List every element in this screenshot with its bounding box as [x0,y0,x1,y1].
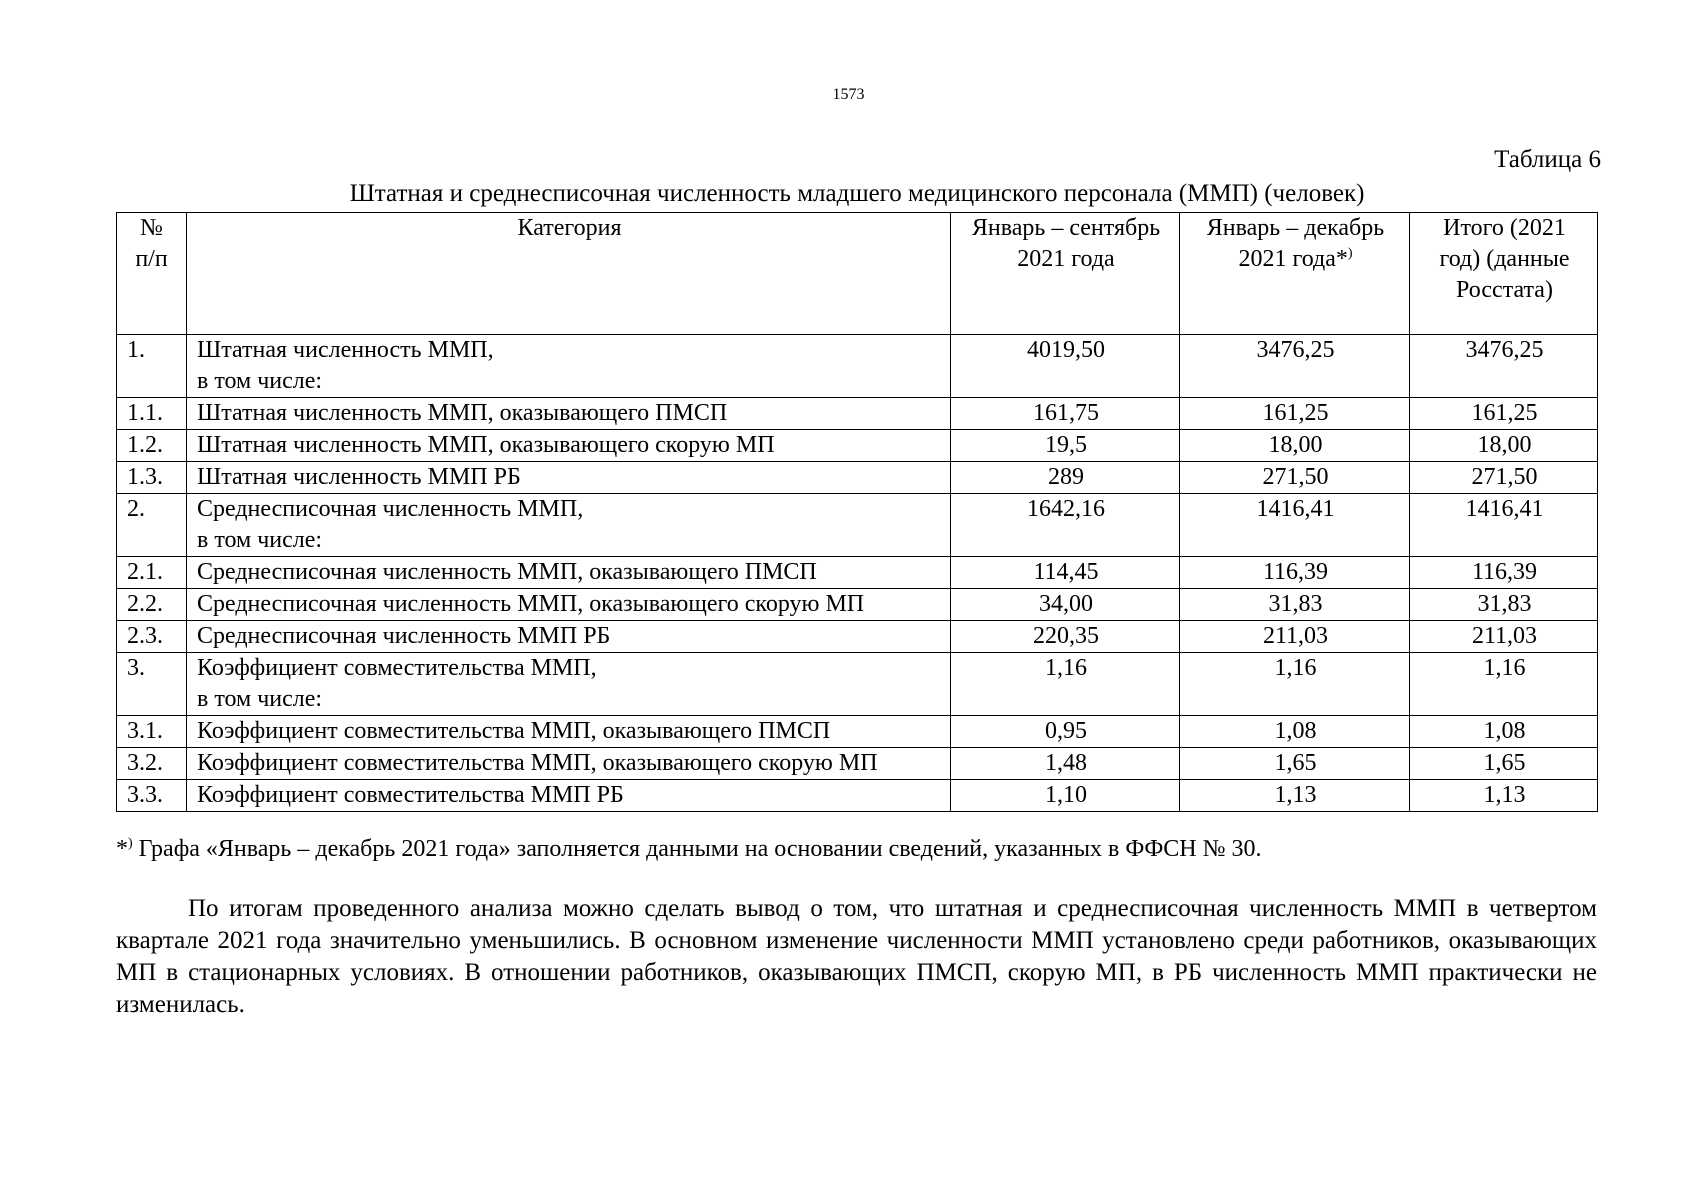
table-label: Таблица 6 [1494,146,1601,173]
cell-total: 116,39 [1410,557,1598,589]
cell-jan-sep: 1,48 [951,748,1180,780]
cell-jan-sep: 289 [951,462,1180,494]
row-category-text: Среднесписочная численность ММП, [197,496,584,522]
row-category-sub: в том числе: [197,686,323,712]
table-row [117,621,1598,653]
cell-jan-sep: 114,45 [951,557,1180,589]
row-category: Коэффициент совместительства ММП, оказывающего ПМСП [187,716,951,748]
cell-jan-sep: 34,00 [951,589,1180,621]
row-category-sub: в том числе: [197,368,323,394]
row-category: Штатная численность ММП, оказывающего скорую МП [187,430,951,462]
row-category-text: Штатная численность ММП, [197,337,494,363]
table-row [117,398,1598,430]
cell-total: 1,08 [1410,716,1598,748]
cell-jan-sep: 4019,50 [951,335,1180,398]
row-number: 2. [117,494,187,557]
cell-jan-sep: 1,16 [951,653,1180,716]
cell-jan-sep: 0,95 [951,716,1180,748]
column-header-jan-dec-sup: ) [1347,246,1353,261]
cell-total: 1,16 [1410,653,1598,716]
cell-jan-sep: 1,10 [951,780,1180,812]
cell-total: 271,50 [1410,462,1598,494]
cell-jan-sep: 220,35 [951,621,1180,653]
column-header-num: № п/п [117,213,187,335]
row-category: Коэффициент совместительства ММП РБ [187,780,951,812]
footnote-marker: * [116,836,128,862]
table-row [117,716,1598,748]
cell-jan-dec: 271,50 [1180,462,1410,494]
row-category: Среднесписочная численность ММП, оказывающего ПМСП [187,557,951,589]
page-number: 1573 [832,86,865,103]
cell-total: 211,03 [1410,621,1598,653]
row-category [187,335,951,398]
column-header-total: Итого (2021 год) (данные Росстата) [1410,213,1598,335]
row-category: Штатная численность ММП, оказывающего ПМСП [187,398,951,430]
table-row [117,494,1598,557]
cell-jan-dec: 1,13 [1180,780,1410,812]
table-row [117,780,1598,812]
table-row [117,748,1598,780]
table-row [117,335,1598,398]
row-category [187,494,951,557]
row-number: 3. [117,653,187,716]
row-category-text: Коэффициент совместительства ММП, [197,655,597,681]
row-number: 2.2. [117,589,187,621]
body-paragraph: По итогам проведенного анализа можно сделать вывод о том, что штатная и среднесписочная численность ММП в четвертом квартале 2021 года значительно уменьшились. В основном изменение численности ММП установлено среди работников, оказывающих МП в стационарных условиях. В отношении работников, оказывающих ПМСП, скорую МП, в РБ численность ММП практически не изменилась. [116,895,1597,1018]
table-row [117,557,1598,589]
row-number: 1.2. [117,430,187,462]
cell-jan-dec: 116,39 [1180,557,1410,589]
cell-jan-dec: 31,83 [1180,589,1410,621]
table-row [117,430,1598,462]
row-category: Среднесписочная численность ММП РБ [187,621,951,653]
cell-total: 3476,25 [1410,335,1598,398]
cell-jan-dec: 18,00 [1180,430,1410,462]
cell-jan-dec: 3476,25 [1180,335,1410,398]
row-category: Коэффициент совместительства ММП, оказывающего скорую МП [187,748,951,780]
column-header-jan-dec-text: Январь – декабрь 2021 года* [1206,215,1385,272]
row-number: 1. [117,335,187,398]
table-title: Штатная и среднесписочная численность младшего медицинского персонала (ММП) (человек) [349,180,1365,207]
cell-total: 18,00 [1410,430,1598,462]
cell-jan-sep: 161,75 [951,398,1180,430]
cell-jan-dec: 1,08 [1180,716,1410,748]
row-number: 1.3. [117,462,187,494]
cell-jan-dec: 1,16 [1180,653,1410,716]
cell-jan-sep: 1642,16 [951,494,1180,557]
cell-jan-dec: 161,25 [1180,398,1410,430]
row-number: 1.1. [117,398,187,430]
table-row [117,589,1598,621]
row-number: 3.2. [117,748,187,780]
table-row [117,653,1598,716]
cell-jan-sep: 19,5 [951,430,1180,462]
table-header-row [117,213,1598,335]
cell-jan-dec: 1416,41 [1180,494,1410,557]
cell-jan-dec: 211,03 [1180,621,1410,653]
cell-jan-dec: 1,65 [1180,748,1410,780]
row-number: 2.3. [117,621,187,653]
column-header-jan-sep: Январь – сентябрь 2021 года [951,213,1180,335]
cell-total: 1,13 [1410,780,1598,812]
row-number: 3.3. [117,780,187,812]
row-category [187,653,951,716]
footnote-marker-sup: ) [128,836,133,851]
footnote-text: Графа «Январь – декабрь 2021 года» заполняется данными на основании сведений, указанных в ФФСН № 30. [132,836,1262,862]
data-table [116,212,1598,812]
row-category: Среднесписочная численность ММП, оказывающего скорую МП [187,589,951,621]
cell-total: 1,65 [1410,748,1598,780]
cell-total: 1416,41 [1410,494,1598,557]
cell-total: 161,25 [1410,398,1598,430]
column-header-jan-dec [1180,213,1410,335]
footnote [116,836,1606,863]
row-number: 2.1. [117,557,187,589]
cell-total: 31,83 [1410,589,1598,621]
row-category: Штатная численность ММП РБ [187,462,951,494]
row-number: 3.1. [117,716,187,748]
table-row [117,462,1598,494]
row-category-sub: в том числе: [197,527,323,553]
column-header-category: Категория [187,213,951,335]
